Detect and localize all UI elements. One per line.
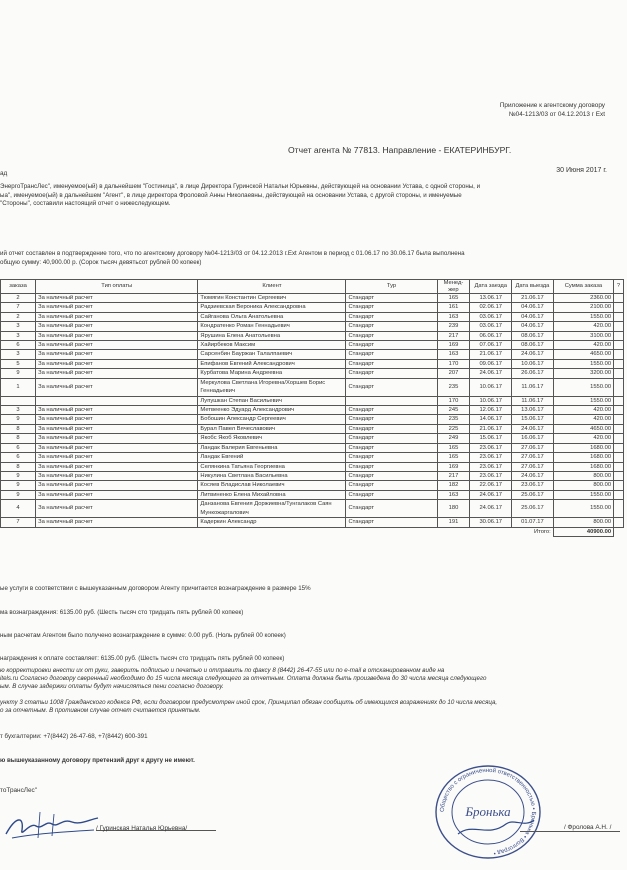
table-cell-extra (614, 415, 624, 424)
table-cell: 249 (437, 434, 470, 443)
table-cell: За наличный расчет (36, 490, 198, 499)
table-cell: 235 (437, 378, 470, 396)
table-cell: Селянкина Татьяна Георгиевна (198, 462, 346, 471)
table-cell: 7 (1, 303, 36, 312)
left-organization: тоТрансЛес" (0, 787, 37, 794)
table-row (1, 322, 624, 331)
table-cell: Бобошин Александр Сергеевич (198, 415, 346, 424)
table-cell (36, 396, 198, 405)
table-cell: Стандарт (346, 312, 437, 321)
table-cell (346, 396, 437, 405)
table-cell: За наличный расчет (36, 518, 198, 527)
table-cell: 245 (437, 406, 470, 415)
table-cell: 180 (437, 500, 470, 518)
table-cell-extra (614, 350, 624, 359)
table-cell: 4650.00 (553, 424, 613, 433)
table-cell: За наличный расчет (36, 312, 198, 321)
table-cell: Никулина Светлана Васильевна (198, 471, 346, 480)
col-checkin: Дата заезда (470, 280, 512, 294)
table-cell: 217 (437, 331, 470, 340)
table-cell: 6 (1, 341, 36, 350)
table-cell-extra (614, 481, 624, 490)
table-cell: 24.06.17 (512, 350, 554, 359)
table-cell: За наличный расчет (36, 406, 198, 415)
table-cell: 800.00 (553, 481, 613, 490)
table-cell: 8 (1, 424, 36, 433)
table-cell: 2 (1, 312, 36, 321)
table-row (1, 481, 624, 490)
table-cell: 1550.00 (553, 490, 613, 499)
left-signer-name: / Гуринская Наталья Юрьевна/ (96, 825, 188, 832)
table-cell-extra (614, 424, 624, 433)
table-cell: 9 (1, 369, 36, 378)
table-cell: 26.06.17 (512, 369, 554, 378)
table-cell: За наличный расчет (36, 434, 198, 443)
table-cell: 11.06.17 (512, 396, 554, 405)
table-cell-extra (614, 303, 624, 312)
table-header-row (1, 280, 624, 294)
col-amount: Сумма заказа (553, 280, 613, 294)
table-cell: 420.00 (553, 434, 613, 443)
table-cell: 8 (1, 434, 36, 443)
objections-line-2: о за отчетным. В противном случае отчет считается принятым. (0, 707, 201, 714)
table-cell: 24.06.17 (470, 369, 512, 378)
table-cell: 2 (1, 294, 36, 303)
table-cell: За наличный расчет (36, 294, 198, 303)
table-cell: 3 (1, 406, 36, 415)
table-cell: 3200.00 (553, 369, 613, 378)
table-cell: 217 (437, 471, 470, 480)
table-cell: Метвеенко Эдуард Александрович (198, 406, 346, 415)
right-signer-name: / Фролова А.Н. / (564, 824, 612, 831)
table-cell: 2100.00 (553, 303, 613, 312)
table-cell: 420.00 (553, 415, 613, 424)
table-cell: 07.06.17 (470, 341, 512, 350)
corrections-line-1: ю корректировки внести их от руки, заверить подписью и печатью и отправить по факсу 8 (8442) 26-47-55 или по e-mail в отсканированном виде на (0, 667, 445, 674)
parties-paragraph (0, 183, 622, 209)
table-cell: Кондратенко Роман Геннадьевич (198, 322, 346, 331)
table-cell: 21.06.17 (470, 350, 512, 359)
table-row (1, 341, 624, 350)
condition-fee-payable: награждения к оплате составляет: 6135.00 руб. (Шесть тысяч сто тридцать пять рублей 00 копеек) (0, 655, 285, 662)
table-cell: Стандарт (346, 331, 437, 340)
table-cell-extra (614, 471, 624, 480)
table-cell: Литвиненко Елена Михайловна (198, 490, 346, 499)
purpose-line-1: ий отчет составлен в подтверждение того, что по агентскому договору №04-1213/03 от 04.12.2013 г.Ext Агентом в период с 01.06.17 по 30.06.17 была выполнена (0, 250, 465, 257)
table-cell-extra (614, 322, 624, 331)
table-cell: 165 (437, 443, 470, 452)
table-cell: 170 (437, 359, 470, 368)
parties-line-2: ыа", именуемое(ый) в дальнейшем "Агент", в лице директора Фроловой Анны Николаевны, действующей на основании Устава, с другой стороны, и именуемые (0, 191, 462, 199)
table-cell: 23.06.17 (470, 443, 512, 452)
table-cell: 22.06.17 (470, 481, 512, 490)
table-cell: Стандарт (346, 406, 437, 415)
table-cell: 4 (1, 500, 36, 518)
table-cell: 24.06.17 (512, 424, 554, 433)
table-cell: Ландак Валерия Евгеньевна (198, 443, 346, 452)
corrections-line-3: ым. В случае задержки оплаты будут начисляться пени согласно договору. (0, 683, 224, 690)
table-cell: 3 (1, 350, 36, 359)
table-cell: За наличный расчет (36, 322, 198, 331)
table-cell: Стандарт (346, 359, 437, 368)
table-cell: Сарсенбин Бауржан Талалпаевич (198, 350, 346, 359)
table-cell: 11.06.17 (512, 378, 554, 396)
report-title: Отчет агента № 77813. Направление - ЕКАТЕРИНБУРГ. (288, 145, 512, 155)
table-row (1, 406, 624, 415)
table-cell: За наличный расчет (36, 462, 198, 471)
table-cell: 165 (437, 453, 470, 462)
table-cell: 239 (437, 322, 470, 331)
table-cell: За наличный расчет (36, 378, 198, 396)
table-cell-extra (614, 312, 624, 321)
table-row (1, 369, 624, 378)
table-cell: 23.06.17 (470, 462, 512, 471)
appendix-line-2: №04-1213/03 от 04.12.2013 г Ext (508, 111, 605, 118)
table-cell: 225 (437, 424, 470, 433)
table-row (1, 350, 624, 359)
table-cell: 24.06.17 (470, 490, 512, 499)
table-cell: 165 (437, 294, 470, 303)
table-cell-extra (614, 396, 624, 405)
col-payment-type: Тип оплаты (36, 280, 198, 294)
table-cell (1, 396, 36, 405)
table-cell: За наличный расчет (36, 500, 198, 518)
table-cell: Радзиевская Вероника Александровна (198, 303, 346, 312)
table-row (1, 312, 624, 321)
table-cell: 01.07.17 (512, 518, 554, 527)
purpose-line-2: общую сумму: 40,900.00 р. (Сорок тысяч девятьсот рублей 00 копеек) (0, 258, 202, 266)
table-cell: 10.06.17 (512, 359, 554, 368)
table-cell: Стандарт (346, 322, 437, 331)
table-cell: 235 (437, 415, 470, 424)
table-cell: 23.06.17 (512, 481, 554, 490)
table-cell-extra (614, 453, 624, 462)
table-cell: За наличный расчет (36, 359, 198, 368)
col-checkout: Дата выезда (512, 280, 554, 294)
table-row (1, 294, 624, 303)
table-cell: 08.06.17 (512, 331, 554, 340)
table-cell: 163 (437, 490, 470, 499)
table-cell-extra (614, 331, 624, 340)
table-cell: Стандарт (346, 481, 437, 490)
table-cell: 169 (437, 462, 470, 471)
table-cell-extra (614, 369, 624, 378)
table-cell: 3 (1, 322, 36, 331)
table-cell: 161 (437, 303, 470, 312)
table-cell: 21.06.17 (512, 294, 554, 303)
table-cell: Курбатова Марина Андреевна (198, 369, 346, 378)
table-cell: Стандарт (346, 369, 437, 378)
table-cell: 420.00 (553, 322, 613, 331)
table-cell-extra (614, 406, 624, 415)
table-cell: 1550.00 (553, 359, 613, 368)
col-order: заказа (1, 280, 36, 294)
table-cell: 7 (1, 518, 36, 527)
table-cell: 04.06.17 (512, 303, 554, 312)
table-cell: 6 (1, 453, 36, 462)
col-extra: ? (614, 280, 624, 294)
table-cell: 9 (1, 415, 36, 424)
parties-line-3: "Стороны", составили настоящий отчет о нижеследующем. (0, 200, 171, 208)
table-cell: 23.06.17 (470, 471, 512, 480)
table-cell: 09.06.17 (470, 359, 512, 368)
table-cell: Епифанов Евгений Александрович (198, 359, 346, 368)
table-cell: 6 (1, 443, 36, 452)
left-fragment: ад (0, 170, 8, 177)
table-cell: 25.06.17 (512, 490, 554, 499)
table-cell: 1550.00 (553, 312, 613, 321)
table-cell: 27.06.17 (512, 443, 554, 452)
table-cell: Стандарт (346, 294, 437, 303)
table-cell: За наличный расчет (36, 453, 198, 462)
table-cell: 13.06.17 (512, 406, 554, 415)
table-row (1, 434, 624, 443)
table-row (1, 471, 624, 480)
table-cell: За наличный расчет (36, 350, 198, 359)
table-cell: 170 (437, 396, 470, 405)
no-claims-statement: ю вышеуказанному договору претензий друг к другу не имеют. (0, 757, 195, 764)
table-cell: 21.06.17 (470, 424, 512, 433)
table-cell: За наличный расчет (36, 341, 198, 350)
appendix-note (500, 101, 605, 119)
total-row (1, 527, 624, 536)
agent-stamp (428, 762, 548, 862)
table-cell: Хайирбеков Максим (198, 341, 346, 350)
table-row (1, 303, 624, 312)
table-cell: 2360.00 (553, 294, 613, 303)
table-cell: 12.06.17 (470, 406, 512, 415)
table-cell-extra (614, 443, 624, 452)
table-cell: Стандарт (346, 350, 437, 359)
table-row (1, 396, 624, 405)
table-cell: Стандарт (346, 518, 437, 527)
table-cell: 1550.00 (553, 500, 613, 518)
condition-fee-sum: ма вознаграждения: 6135.00 руб. (Шесть тысяч сто тридцать пять рублей 00 копеек) (0, 609, 244, 616)
table-row (1, 490, 624, 499)
objections-line-1: ункту 3 статьи 1008 Гражданского кодекса РФ, если договором предусмотрен иной срок, Принципал обязан сообщить об имеющихся возражениях до 10 числа месяца, (0, 699, 498, 706)
table-cell: Ландак Евгений (198, 453, 346, 462)
table-row (1, 415, 624, 424)
table-cell: Стандарт (346, 500, 437, 518)
table-cell: Стандарт (346, 443, 437, 452)
condition-fee-received: ным расчетам Агентом было получено вознаграждение в сумме: 0.00 руб. (Ноль рублей 00 копеек) (0, 632, 286, 639)
table-cell: 3100.00 (553, 331, 613, 340)
table-cell: За наличный расчет (36, 424, 198, 433)
table-cell: 182 (437, 481, 470, 490)
table-cell: 14.06.17 (470, 415, 512, 424)
table-cell: 02.06.17 (470, 303, 512, 312)
table-cell: 4650.00 (553, 350, 613, 359)
table-cell-extra (614, 500, 624, 518)
table-cell-extra (614, 341, 624, 350)
table-cell: Стандарт (346, 424, 437, 433)
table-cell: Стандарт (346, 453, 437, 462)
table-cell: 1550.00 (553, 396, 613, 405)
table-cell: Стандарт (346, 378, 437, 396)
table-cell: 24.06.17 (470, 500, 512, 518)
table-cell: 27.06.17 (512, 462, 554, 471)
table-cell: Стандарт (346, 471, 437, 480)
stamp-ring-text: Общество с ограниченной ответственностью • Бронька • Волгоград • (439, 767, 537, 856)
table-cell: 23.06.17 (470, 453, 512, 462)
table-cell: 9 (1, 490, 36, 499)
right-signature-line (520, 831, 620, 832)
table-cell: За наличный расчет (36, 481, 198, 490)
table-cell: 1 (1, 378, 36, 396)
table-cell: 9 (1, 471, 36, 480)
report-date: 30 Июня 2017 г. (556, 167, 607, 174)
table-cell: Бурал Павел Вячеславович (198, 424, 346, 433)
table-cell: 420.00 (553, 406, 613, 415)
table-row (1, 331, 624, 340)
table-cell: 800.00 (553, 471, 613, 480)
stamp-center-text: Бронька (465, 804, 511, 819)
table-cell: 03.06.17 (470, 322, 512, 331)
table-cell: Стандарт (346, 341, 437, 350)
table-cell: 10.06.17 (470, 378, 512, 396)
table-cell: Стандарт (346, 462, 437, 471)
table-cell: 30.06.17 (470, 518, 512, 527)
col-client: Клиент (198, 280, 346, 294)
condition-corrections (0, 667, 486, 691)
table-cell: 420.00 (553, 341, 613, 350)
table-cell: 1680.00 (553, 462, 613, 471)
table-cell: За наличный расчет (36, 303, 198, 312)
table-cell: 15.06.17 (470, 434, 512, 443)
table-cell: 9 (1, 481, 36, 490)
appendix-line-1: Приложение к агентскому договору (499, 102, 605, 109)
col-tour: Тур (346, 280, 437, 294)
table-row (1, 378, 624, 396)
table-cell: 08.06.17 (512, 341, 554, 350)
table-cell: Лупушкан Степан Васильевич (198, 396, 346, 405)
orders-table (0, 279, 624, 537)
table-cell: Стандарт (346, 303, 437, 312)
table-row (1, 518, 624, 527)
table-cell-extra (614, 518, 624, 527)
table-cell: 10.06.17 (470, 396, 512, 405)
table-cell: 207 (437, 369, 470, 378)
table-cell: Сайганова Ольга Анатольевна (198, 312, 346, 321)
table-cell: Тюмягин Константин Сергеевич (198, 294, 346, 303)
table-cell: 15.06.17 (512, 415, 554, 424)
table-cell: 1680.00 (553, 453, 613, 462)
table-cell: Меркулова Светлана Игоревна/Хоршев Борис Геннадьевич (198, 378, 346, 396)
table-cell: 800.00 (553, 518, 613, 527)
table-cell: Косяев Владислав Николаевич (198, 481, 346, 490)
table-cell: Ярушина Елена Анатольевна (198, 331, 346, 340)
table-row (1, 453, 624, 462)
table-cell: 16.06.17 (512, 434, 554, 443)
table-cell: 04.06.17 (512, 312, 554, 321)
table-cell-extra (614, 294, 624, 303)
table-cell: 13.06.17 (470, 294, 512, 303)
table-row (1, 500, 624, 518)
table-cell: За наличный расчет (36, 471, 198, 480)
col-manager: Менед-жер (437, 280, 470, 294)
table-cell: 191 (437, 518, 470, 527)
table-cell: 04.06.17 (512, 322, 554, 331)
table-cell: 8 (1, 462, 36, 471)
table-cell: За наличный расчет (36, 331, 198, 340)
left-handwritten-signature (2, 808, 102, 848)
table-cell-extra (614, 378, 624, 396)
table-cell: 163 (437, 312, 470, 321)
table-cell-extra (614, 434, 624, 443)
table-cell: 1550.00 (553, 378, 613, 396)
table-cell: 24.06.17 (512, 471, 554, 480)
accounting-phones: т бухгалтерии: +7(8442) 26-47-68, +7(8442) 600-391 (0, 733, 148, 740)
total-label: Итого: (470, 527, 553, 536)
table-cell-extra (614, 462, 624, 471)
table-cell: 1680.00 (553, 443, 613, 452)
purpose-paragraph (0, 250, 622, 267)
table-row (1, 443, 624, 452)
table-cell: Стандарт (346, 434, 437, 443)
table-row (1, 359, 624, 368)
table-cell: Якобс Якоб Яковлевич (198, 434, 346, 443)
table-cell: За наличный расчет (36, 415, 198, 424)
table-cell: 5 (1, 359, 36, 368)
table-cell: Кадеркин Александр (198, 518, 346, 527)
table-cell: 27.06.17 (512, 453, 554, 462)
table-cell: 03.06.17 (470, 312, 512, 321)
table-cell: 163 (437, 350, 470, 359)
condition-objections (0, 699, 497, 715)
table-row (1, 462, 624, 471)
table-row (1, 424, 624, 433)
table-cell: 06.06.17 (470, 331, 512, 340)
table-cell: За наличный расчет (36, 369, 198, 378)
table-cell: 25.06.17 (512, 500, 554, 518)
table-cell: Данзанова Евгения Доржиевна/Тунгалаков Саян Мункожаргалович (198, 500, 346, 518)
condition-fee-rate: ые услуги в соответствии с вышеуказанным договором Агенту причитается вознаграждение в размере 15% (0, 585, 311, 592)
table-cell: 169 (437, 341, 470, 350)
table-cell-extra (614, 490, 624, 499)
table-cell: Стандарт (346, 415, 437, 424)
table-cell-extra (614, 359, 624, 368)
table-cell: Стандарт (346, 490, 437, 499)
table-cell: 3 (1, 331, 36, 340)
table-cell: За наличный расчет (36, 443, 198, 452)
total-value: 40900.00 (553, 527, 613, 536)
parties-line-1: ЭнергоТрансЛес", именуемое(ый) в дальнейшем "Гостиница", в лице Директора Гуринской Натальи Юрьевны, действующей на основании Устава, с одной стороны, и (0, 183, 481, 190)
corrections-line-2: itels.ru Согласно договору сверенный необходимо до 15 числа месяца следующего за отчетным. Оплата должна быть произведена до 30 числа месяца следующего (0, 675, 487, 682)
